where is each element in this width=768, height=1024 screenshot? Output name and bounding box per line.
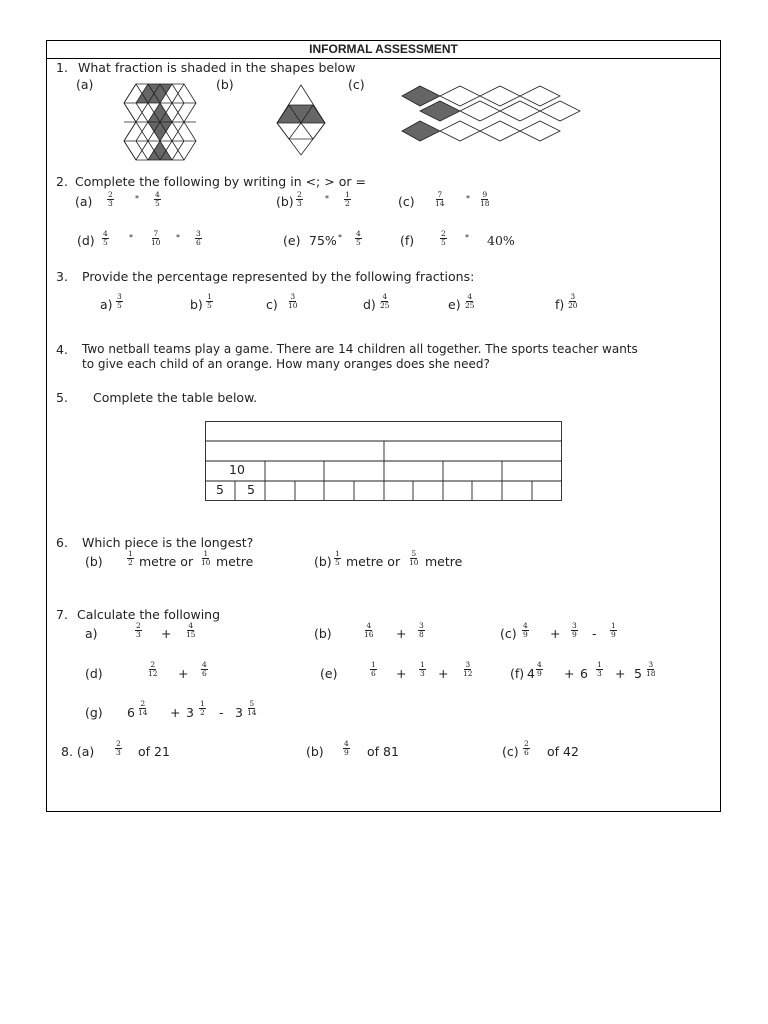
q7f-whole-3: 5 <box>634 666 642 681</box>
q8b-fraction: $\frac{4}{9}$ <box>344 739 349 757</box>
q4-text-line2: to give each child of an orange. How many oranges does she need? <box>82 357 490 371</box>
shape-c-rhombus-grid <box>400 84 584 146</box>
q7f-fraction-1: $\frac{4}{9}$ <box>537 660 542 678</box>
q5-text: Complete the table below. <box>93 390 258 405</box>
q3-label-d: d) <box>363 297 376 312</box>
q1-label-a: (a) <box>76 77 94 92</box>
q4-number: 4. <box>56 342 68 357</box>
q3a-fraction: $\frac{3}{5}$ <box>117 292 122 310</box>
q3d-fraction: $\frac{4}{25}$ <box>380 292 390 310</box>
q2-number: 2. <box>56 174 68 189</box>
q7-number: 7. <box>56 607 68 622</box>
q3-label-b: b) <box>190 297 203 312</box>
q7f-whole-1: 4 <box>527 666 535 681</box>
q7b-fraction-1: $\frac{4}{16}$ <box>364 621 374 639</box>
q2b-fraction-2: $\frac{1}{2}$ <box>345 190 350 208</box>
q2b-blank: * <box>325 194 329 203</box>
q1-label-c: (c) <box>348 77 365 92</box>
q8c-of-42: of 42 <box>547 744 579 759</box>
q7-label-d: (d) <box>85 666 103 681</box>
q7a-fraction-1: $\frac{2}{3}$ <box>136 621 141 639</box>
q2-label-c: (c) <box>398 194 415 209</box>
table-cell-five-b: 5 <box>247 482 255 497</box>
q1-label-b: (b) <box>216 77 234 92</box>
q2-label-f: (f) <box>400 233 415 248</box>
q7d-plus: + <box>178 666 189 681</box>
q6a-fraction-1: $\frac{1}{2}$ <box>128 549 133 567</box>
q4-text-line1: Two netball teams play a game. There are 14 children all together. The sports teacher wants <box>82 342 638 356</box>
q6b-fraction-1: $\frac{1}{5}$ <box>335 549 340 567</box>
q6b-fraction-2: $\frac{5}{10}$ <box>409 549 419 567</box>
q8-label-c: (c) <box>502 744 519 759</box>
q7g-fraction-1: $\frac{2}{14}$ <box>138 699 148 717</box>
q7d-fraction-2: $\frac{4}{6}$ <box>202 660 207 678</box>
page-title: INFORMAL ASSESSMENT <box>47 41 720 59</box>
q3-text: Provide the percentage represented by the following fractions: <box>82 269 475 284</box>
q5-number: 5. <box>56 390 68 405</box>
q7b-plus: + <box>396 626 407 641</box>
q3-label-a: a) <box>100 297 113 312</box>
q7c-fraction-1: $\frac{4}{9}$ <box>523 621 528 639</box>
q6a-metre: metre <box>216 554 254 569</box>
shape-a-triangle-grid <box>120 84 200 160</box>
q7c-plus: + <box>550 626 561 641</box>
q2-label-a: (a) <box>75 194 93 209</box>
q2e-blank: * <box>338 233 342 242</box>
q1-text: What fraction is shaded in the shapes below <box>78 60 356 75</box>
q7e-fraction-2: $\frac{1}{3}$ <box>420 660 425 678</box>
q2c-blank: * <box>466 194 470 203</box>
q3b-fraction: $\frac{1}{5}$ <box>207 292 212 310</box>
q6a-metre-or: metre or <box>139 554 194 569</box>
q2a-blank: * <box>135 194 139 203</box>
q2-text: Complete the following by writing in <; > or = <box>75 174 366 189</box>
q7-label-f: (f) <box>510 666 525 681</box>
q2f-percentage: 40% <box>487 233 515 248</box>
q2e-fraction: $\frac{4}{5}$ <box>356 229 361 247</box>
q7f-fraction-2: $\frac{1}{3}$ <box>597 660 602 678</box>
q8-label-b: (b) <box>306 744 324 759</box>
table-cell-five-a: 5 <box>216 482 224 497</box>
q6-label-a: (b) <box>85 554 103 569</box>
q3-label-e: e) <box>448 297 461 312</box>
q2d-blank-2: * <box>176 233 180 242</box>
q3-label-f: f) <box>555 297 565 312</box>
q2f-blank: * <box>465 233 469 242</box>
q2e-percentage: 75% <box>309 233 337 248</box>
q7e-plus-2: + <box>438 666 449 681</box>
q2-label-b: (b) <box>276 194 294 209</box>
q7d-fraction-1: $\frac{2}{12}$ <box>148 660 158 678</box>
q7g-fraction-3: $\frac{5}{14}$ <box>247 699 257 717</box>
q7c-fraction-3: $\frac{1}{9}$ <box>611 621 616 639</box>
q7b-fraction-2: $\frac{3}{8}$ <box>419 621 424 639</box>
q2-label-d: (d) <box>77 233 95 248</box>
q7g-minus: - <box>219 705 224 720</box>
q6-number: 6. <box>56 535 68 550</box>
q8c-fraction: $\frac{2}{6}$ <box>524 739 529 757</box>
q2f-fraction: $\frac{2}{5}$ <box>441 229 446 247</box>
q2d-fraction-1: $\frac{4}{5}$ <box>103 229 108 247</box>
q2a-fraction-2: $\frac{4}{5}$ <box>155 190 160 208</box>
q2d-fraction-2: $\frac{7}{10}$ <box>151 229 161 247</box>
q8b-of-81: of 81 <box>367 744 399 759</box>
q7g-plus: + <box>170 705 181 720</box>
q8a-of-21: of 21 <box>138 744 170 759</box>
q7-label-c: (c) <box>500 626 517 641</box>
q7-text: Calculate the following <box>77 607 221 622</box>
q7g-whole-3: 3 <box>235 705 243 720</box>
q7f-whole-2: 6 <box>580 666 588 681</box>
q6-label-b: (b) <box>314 554 332 569</box>
q6a-fraction-2: $\frac{1}{10}$ <box>201 549 211 567</box>
q7a-plus: + <box>161 626 172 641</box>
q7-label-b: (b) <box>314 626 332 641</box>
q3-label-c: c) <box>266 297 278 312</box>
q7f-plus-1: + <box>564 666 575 681</box>
q2d-blank-1: * <box>129 233 133 242</box>
q7c-minus: - <box>592 626 597 641</box>
q7e-fraction-3: $\frac{3}{12}$ <box>463 660 473 678</box>
q2b-fraction-1: $\frac{2}{3}$ <box>297 190 302 208</box>
q3f-fraction: $\frac{3}{20}$ <box>568 292 578 310</box>
q3e-fraction: $\frac{4}{25}$ <box>465 292 475 310</box>
shape-b-hexagon <box>272 83 330 156</box>
q1-number: 1. <box>56 60 68 75</box>
q3c-fraction: $\frac{3}{10}$ <box>288 292 298 310</box>
q2a-fraction-1: $\frac{2}{3}$ <box>108 190 113 208</box>
q7-label-e: (e) <box>320 666 338 681</box>
fraction-table <box>205 421 562 501</box>
q7c-fraction-2: $\frac{3}{9}$ <box>572 621 577 639</box>
q8-number-label-a: 8. (a) <box>61 744 95 759</box>
q2-label-e: (e) <box>283 233 301 248</box>
q8a-fraction: $\frac{2}{3}$ <box>116 739 121 757</box>
q2c-fraction-1: $\frac{7}{14}$ <box>435 190 445 208</box>
q7e-fraction-1: $\frac{1}{6}$ <box>371 660 376 678</box>
q3-number: 3. <box>56 269 68 284</box>
q7-label-a: a) <box>85 626 98 641</box>
q7a-fraction-2: $\frac{4}{15}$ <box>186 621 196 639</box>
q6b-metre-or: metre or <box>346 554 401 569</box>
q7-label-g: (g) <box>85 705 103 720</box>
q6-text: Which piece is the longest? <box>82 535 254 550</box>
q2c-fraction-2: $\frac{9}{18}$ <box>480 190 490 208</box>
q6b-metre: metre <box>425 554 463 569</box>
q7g-fraction-2: $\frac{1}{2}$ <box>200 699 205 717</box>
q7g-whole-1: 6 <box>127 705 135 720</box>
q7g-whole-2: 3 <box>186 705 194 720</box>
q2d-fraction-3: $\frac{3}{6}$ <box>196 229 201 247</box>
q7e-plus-1: + <box>396 666 407 681</box>
q7f-fraction-3: $\frac{3}{18}$ <box>646 660 656 678</box>
q7f-plus-2: + <box>615 666 626 681</box>
table-cell-ten: 10 <box>229 462 245 477</box>
